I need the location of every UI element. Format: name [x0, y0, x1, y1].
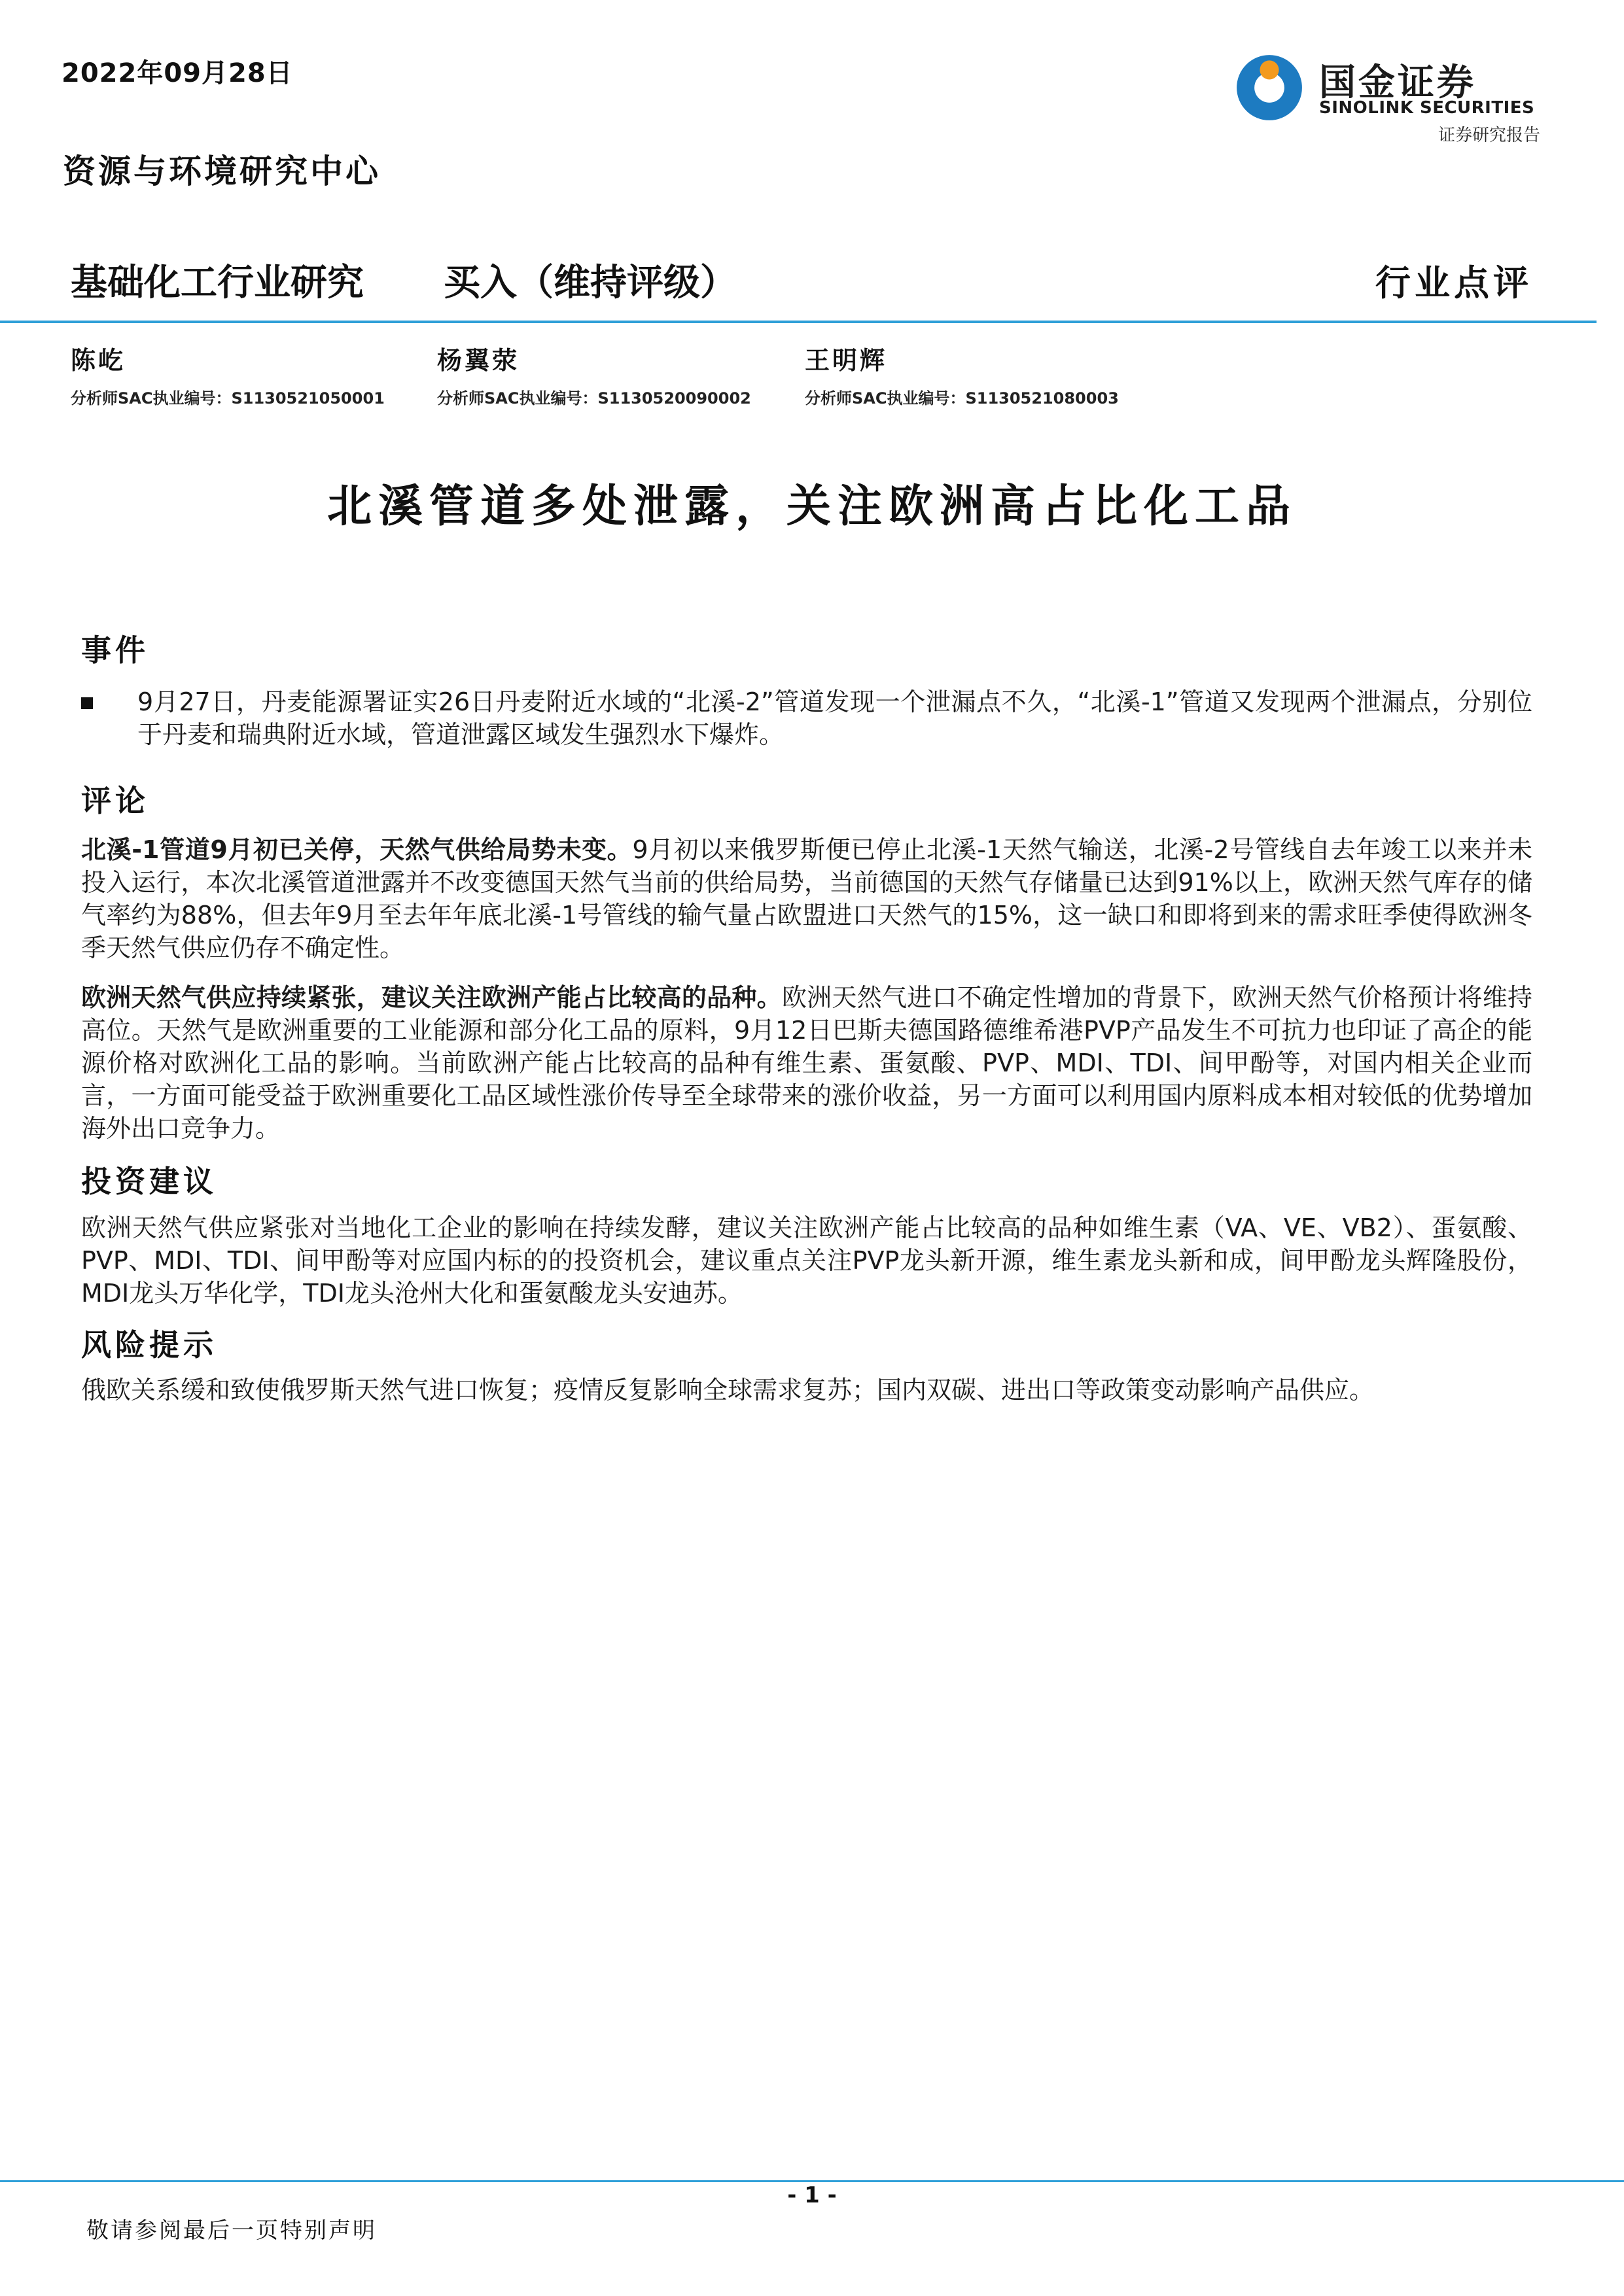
comment-p2-lead: 欧洲天然气供应持续紧张，建议关注欧洲产能占比较高的品种。	[81, 983, 782, 1012]
event-text: 9月27日，丹麦能源署证实26日丹麦附近水域的“北溪-2”管道发现一个泄漏点不久，“北溪-1”管道又发现两个泄漏点，分别位于丹麦和瑞典附近水域，管道泄露区域发生强烈水下爆炸。	[137, 687, 1532, 749]
company-logo	[1235, 51, 1543, 123]
analyst-card	[71, 340, 437, 408]
comment-p1-body: 9月初以来俄罗斯便已停止北溪-1天然气输送，北溪-2号管线自去年竣工以来并未投入运行，本次北溪管道泄露并不改变德国天然气当前的供给局势，当前德国的天然气存储量已达到91%以上，欧洲天然气库存的储气率约为88%，但去年9月至去年年底北溪-1号管线的输气量占欧盟进口天然气的15%，这一缺口和即将到来的需求旺季使得欧洲冬季天然气供应仍存不确定性。	[81, 835, 1532, 962]
analyst-card	[805, 340, 1171, 408]
analyst-name: 王明辉	[805, 345, 888, 375]
bullet-icon	[81, 697, 93, 709]
section-heading-advice: 投资建议	[81, 1164, 217, 1199]
section-heading-comment: 评论	[81, 783, 149, 818]
report-category-label: 证券研究报告	[1438, 126, 1540, 145]
comment-paragraph-2	[81, 981, 1532, 1145]
advice-paragraph: 欧洲天然气供应紧张对当地化工企业的影响在持续发酵，建议关注欧洲产能占比较高的品种如维生素（VA、VE、VB2）、蛋氨酸、PVP、MDI、TDI、间甲酚等对应国内标的的投资机会，建议重点关注PVP龙头新开源，维生素龙头新和成，间甲酚龙头辉隆股份，MDI龙头万华化学，TDI龙头沧州大化和蛋氨酸龙头安迪苏。	[81, 1213, 1532, 1308]
event-bullet-item	[81, 686, 1532, 751]
rating: 买入（维持评级）	[444, 262, 737, 304]
analyst-code: 分析师SAC执业编号：S1130520090002	[437, 389, 751, 408]
report-date: 2022年09月28日	[62, 58, 293, 88]
analyst-code: 分析师SAC执业编号：S1130521080003	[805, 389, 1119, 408]
report-type: 行业点评	[1375, 262, 1532, 304]
logo-english-name: SINOLINK SECURITIES	[1319, 98, 1535, 118]
analyst-card	[437, 340, 803, 408]
logo-chinese-name: 国金证券	[1319, 61, 1476, 104]
section-heading-event: 事件	[81, 633, 149, 668]
page-number: - 1 -	[787, 2182, 837, 2208]
comment-paragraph-1	[81, 833, 1532, 964]
header-divider	[0, 321, 1597, 323]
report-title: 北溪管道多处泄露，关注欧洲高占比化工品	[327, 480, 1297, 532]
industry-topic: 基础化工行业研究	[71, 262, 364, 304]
risk-paragraph: 俄欧关系缓和致使俄罗斯天然气进口恢复；疫情反复影响全球需求复苏；国内双碳、进出口等政策变动影响产品供应。	[81, 1376, 1375, 1404]
research-center: 资源与环境研究中心	[63, 152, 381, 190]
analyst-code: 分析师SAC执业编号：S1130521050001	[71, 389, 385, 408]
analyst-name: 陈屹	[71, 345, 126, 375]
comment-p2-body: 欧洲天然气进口不确定性增加的背景下，欧洲天然气价格预计将维持高位。天然气是欧洲重要的工业能源和部分化工品的原料，9月12日巴斯夫德国路德维希港PVP产品发生不可抗力也印证了高企的能源价格对欧洲化工品的影响。当前欧洲产能占比较高的品种有维生素、蛋氨酸、PVP、MDI、TDI、间甲酚等，对国内相关企业而言，一方面可能受益于欧洲重要化工品区域性涨价传导至全球带来的涨价收益，另一方面可以利用国内原料成本相对较低的优势增加海外出口竞争力。	[81, 983, 1532, 1143]
analyst-name: 杨翼荥	[437, 345, 520, 375]
section-heading-risk: 风险提示	[81, 1327, 217, 1363]
disclaimer-note: 敬请参阅最后一页特别声明	[86, 2218, 377, 2244]
comment-p1-lead: 北溪-1管道9月初已关停，天然气供给局势未变。	[81, 835, 633, 864]
sinolink-logo-icon	[1235, 54, 1303, 122]
